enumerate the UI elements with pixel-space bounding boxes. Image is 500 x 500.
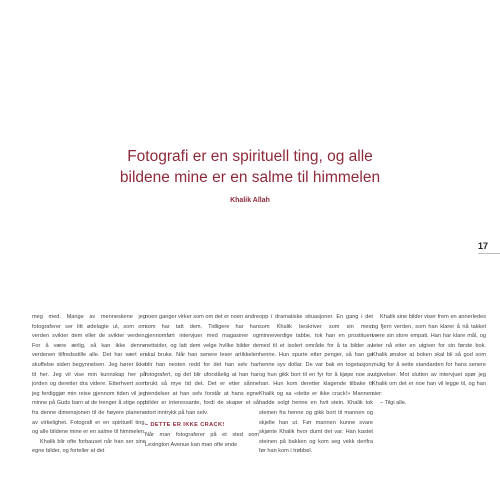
pull-quote-line-2: bildene mine er en salme til himmelen	[119, 169, 381, 186]
section-subheading: – DETTE ER IKKE CRACK!	[145, 421, 225, 428]
body-paragraph: meg med. Mange av menneskene jeg fotograferer ser litt ødelagte ut, som om verden svikter dem eller de svikter verden. For å være ærlig, så kan ikke denne verdenen tilfredsstille alle. Det har vært en skuffelse siden begynnelsen. Jeg hører ikke til her. Jeg vil vise min kunnskap her på jorden og deretter dra videre. Etterhvert som jeg ferdiggjør min reise gjennom tiden vil jeg minne på Guds barn at de trenger å stige opp fra denne dimensjonen til de høyere planene av virkelighet. Fotografi er en spirituell ting, og alle bildene mine er en salme til himmelen.	[32, 314, 146, 436]
body-paragraph: opp i dramatiske situasjoner. En gang i det som Khalik beskriver som sin mest minneverdige tabbe, tok han en prostituert med til et isolert område for å ta bilder av henne. Hun spurte etter penger, så han ga henne syv dollar. De var bak en togstasjon, og hun gikk bort til en fyr for å kjøpe noe av han. Hun kom deretter klagende tilbake til Khalik og sa «dette er ikke crack!» Mannen hadde solgt henne en hvit stein. Khalik tok steinen fra henne og gikk bort til mannen og skjelte han ut. Før mannen kunne svare skjønte Khalik hvor dumt det var. Han kastet steinen på bakken og kom seg vekk derifra før han kom i trøbbel.	[259, 314, 373, 455]
body-paragraph: Khalik sine bilder viser frem en annerledes og fjern verden, som han klarer å nå takket være sin store empati. Han har klare mål, og leter nå etter en utgiver for sin første bok. Khalik ønsker at boken skal bli så god som mulig for å sette standarden for hans senere utgivelser. Mot slutten av intervjuet spør jeg Khalik om det er noe han vil legge til, og han sier:	[372, 314, 486, 397]
pull-quote-line-1: Fotografi er en spirituell ting, og alle	[127, 148, 373, 165]
closing-quote: – Tilgi alle.	[380, 400, 407, 407]
pull-quote	[0, 146, 500, 188]
quote-author: Khalik Allah	[230, 197, 270, 204]
body-column-1	[32, 313, 146, 500]
body-column-2	[145, 313, 259, 500]
body-paragraph: Når man fotograferer på et sted som Lexington Avenue kan man ofte ende	[145, 432, 259, 448]
page-number-rule	[478, 253, 500, 254]
body-paragraph: Khalik blir ofte forbauset når han ser sine egne bilder, og forteller at det	[32, 438, 146, 455]
body-column-4	[372, 313, 486, 500]
body-column-3	[259, 313, 373, 500]
page-number: 17	[478, 241, 489, 251]
body-paragraph: noen ganger virker som om det er noen andre som har tatt dem. Tidligere har han gjennomført intervjuer med magasiner og nettsider, og latt dem velge hvilke bilder de skal bruke. Når han senere leser artikkelen blir han nesten redd for det han selv har fotografert, og det blir uforståelig at han har brukt så mye tid det. Det er etter sånne hendelser at han selv forstår at hans egne bilder er interessante, fordi de skaper et så stort inntrykk på han selv.	[145, 314, 259, 416]
